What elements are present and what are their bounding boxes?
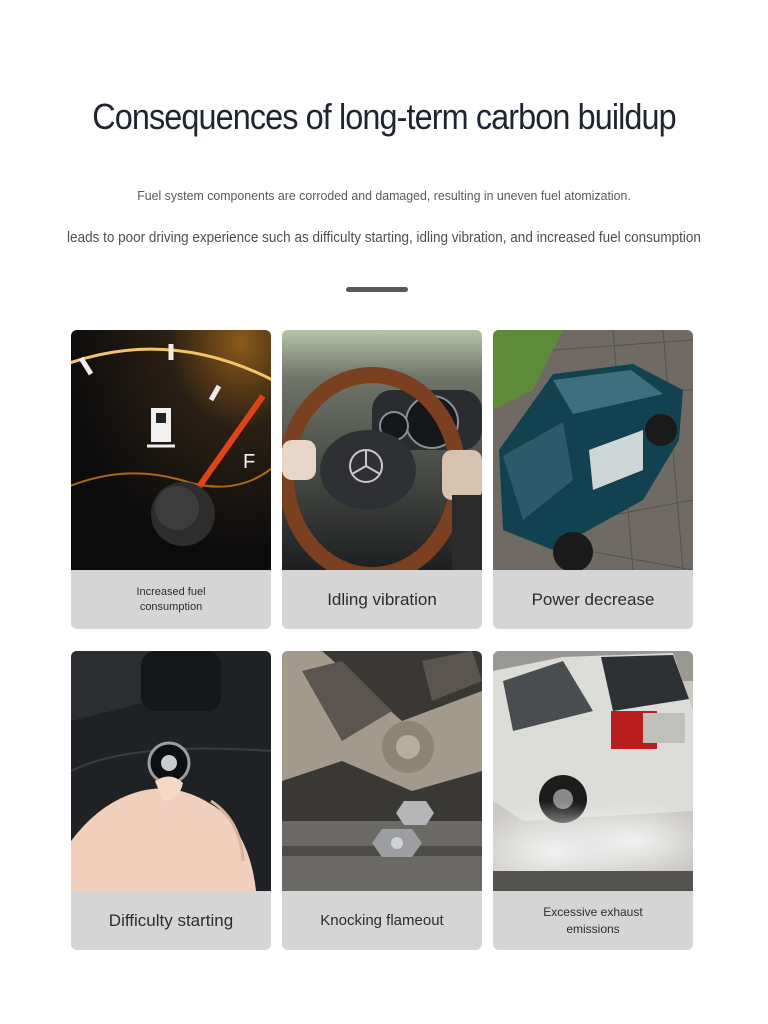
divider-bar (346, 287, 408, 292)
ignition-key-photo (71, 651, 271, 891)
card-label: Knocking flameout (320, 912, 444, 929)
suv-climbing-photo (493, 330, 693, 570)
subtitle-line-1: Fuel system components are corroded and damaged, resulting in uneven fuel atomization. (137, 188, 631, 203)
card-power-decrease (493, 330, 693, 629)
card-label: Power decrease (531, 589, 655, 609)
card-label: Difficulty starting (108, 910, 234, 930)
card-difficulty-starting (71, 651, 271, 950)
card-knocking-flameout (282, 651, 482, 950)
card-label: Idling vibration (327, 589, 437, 609)
card-increased-fuel-consumption (71, 330, 271, 629)
subtitle-line-2: leads to poor driving experience such as difficulty starting, idling vibration, and increased fuel consumption (67, 229, 701, 246)
card-idling-vibration (282, 330, 482, 629)
card-label: Increased fuel consumption (136, 585, 206, 613)
card-label: Excessive exhaust emissions (543, 904, 643, 936)
page-title: Consequences of long-term carbon buildup (92, 96, 676, 137)
exhaust-smoke-car-photo (493, 651, 693, 891)
steering-wheel-photo (282, 330, 482, 570)
fuel-gauge-photo (71, 330, 271, 570)
card-excessive-exhaust-emissions (493, 651, 693, 950)
svg-text:F: F (243, 451, 256, 473)
engine-mount-photo (282, 651, 482, 891)
